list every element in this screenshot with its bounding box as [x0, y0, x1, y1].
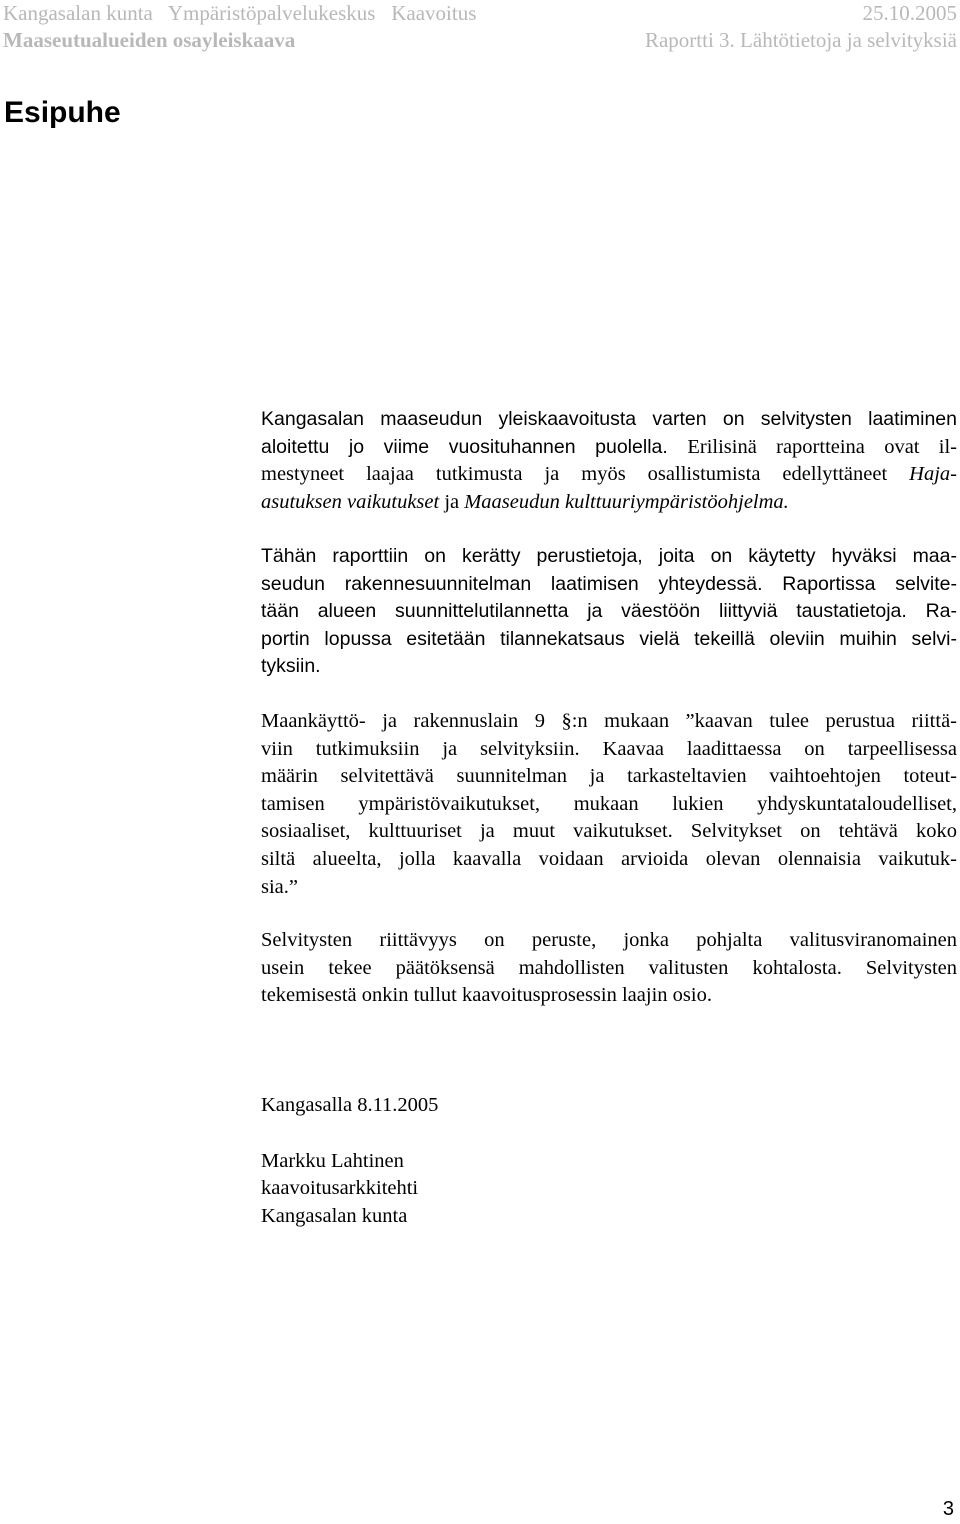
paragraph-3-line: sia.” — [261, 875, 298, 898]
paragraph-3 — [261, 708, 957, 901]
paragraph-3-line: määrin selvitettävä suunnitelman ja tarkasteltavien vaihtoehtojen toteut- — [261, 765, 957, 788]
paragraph-4 — [261, 927, 957, 1010]
paragraph-2-line: tyksiin. — [261, 655, 321, 678]
paragraph-1-line: asutuksen vaikutukset ja Maaseudun kulttuuriympäristöohjelma. — [261, 490, 789, 513]
paragraph-1-line: mestyneet laajaa tutkimusta ja myös osallistumista edellyttäneet Haja- — [261, 463, 957, 486]
page-number: 3 — [942, 1498, 954, 1520]
paragraph-2-line: portin lopussa esitetään tilannekatsaus vielä tekeillä oleviin muihin selvi- — [261, 627, 957, 650]
paragraph-1 — [261, 406, 957, 516]
header-date: 25.10.2005 — [862, 1, 957, 25]
paragraph-4-line: Selvitysten riittävyys on peruste, jonka pohjalta valitusviranomainen — [261, 929, 957, 951]
signature-block — [261, 1092, 438, 1230]
paragraph-3-line: sosiaaliset, kulttuuriset ja muut vaikutukset. Selvitykset on tehtävä koko — [261, 820, 957, 843]
header-document-title: Maaseutualueiden osayleiskaava — [3, 28, 296, 52]
paragraph-2-line: seudun rakennesuunnitelman laatimisen yhteydessä. Raportissa selvite- — [261, 572, 957, 595]
signature-organization: Kangasalan kunta — [261, 1204, 408, 1227]
signature-role: kaavoitusarkkitehti — [261, 1177, 419, 1200]
signature-name: Markku Lahtinen — [261, 1149, 404, 1172]
header-org: Kangasalan kunta Ympäristöpalvelukeskus Kaavoitus — [3, 1, 477, 25]
paragraph-2-line: tään alueen suunnittelutilannetta ja väestöön liittyviä taustatietoja. Ra- — [261, 600, 957, 623]
paragraph-1-line: aloitettu jo viime vuosituhannen puolella. Erilisinä raportteina ovat il- — [261, 435, 957, 458]
paragraph-3-line: siltä alueelta, jolla kaavalla voidaan arvioida olevan olennaisia vaikutuk- — [261, 847, 957, 870]
paragraph-2 — [261, 543, 957, 681]
paragraph-1-line: Kangasalan maaseudun yleiskaavoitusta varten on selvitysten laatiminen — [261, 408, 957, 430]
paragraph-3-line: tamisen ympäristövaikutukset, mukaan lukien yhdyskuntataloudelliset, — [261, 792, 957, 815]
page-title: Esipuhe — [4, 96, 121, 129]
paragraph-4-line: tekemisestä onkin tullut kaavoitusprosessin laajin osio. — [261, 984, 712, 1007]
paragraph-3-line: Maankäyttö- ja rakennuslain 9 §:n mukaan ”kaavan tulee perustua riittä- — [261, 710, 957, 732]
paragraph-2-line: Tähän raporttiin on kerätty perustietoja, joita on käytetty hyväksi maa- — [261, 545, 957, 567]
signature-place-date: Kangasalla 8.11.2005 — [261, 1094, 439, 1116]
header-report-title: Raportti 3. Lähtötietoja ja selvityksiä — [644, 28, 957, 52]
paragraph-4-line: usein tekee päätöksensä mahdollisten valitusten kohtalosta. Selvitysten — [261, 956, 957, 979]
paragraph-3-line: viin tutkimuksiin ja selvityksiin. Kaavaa laadittaessa on tarpeellisessa — [261, 737, 957, 760]
